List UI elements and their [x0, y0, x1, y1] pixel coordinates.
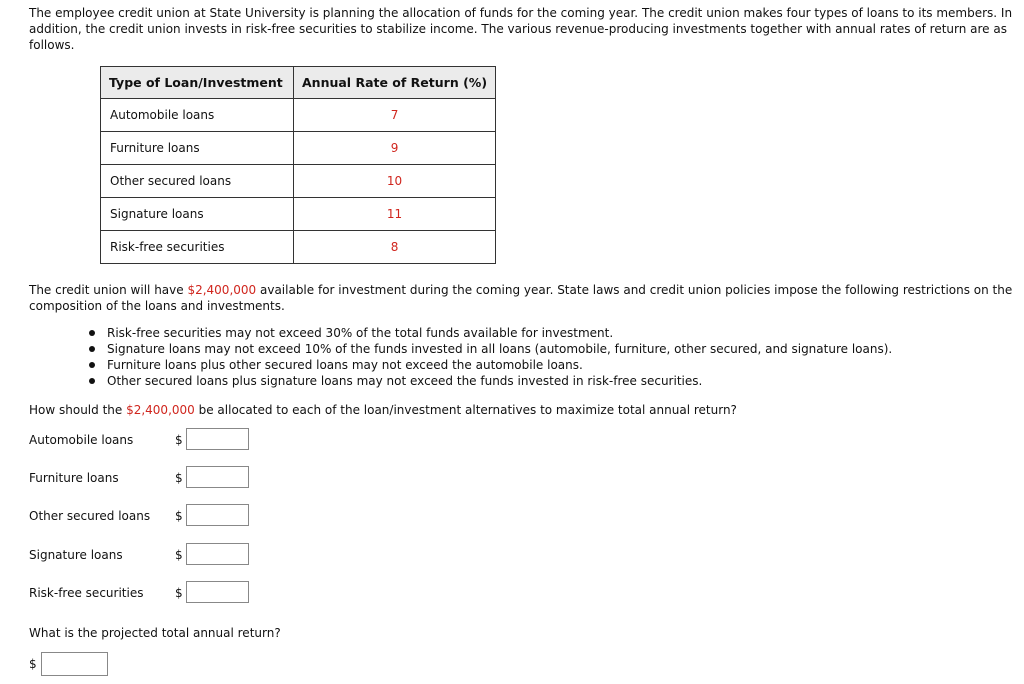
restrictions-list: [86, 325, 892, 389]
rate-cell: 9: [294, 132, 496, 165]
answer-label: Risk-free securities: [29, 586, 144, 600]
answer-label: Signature loans: [29, 548, 123, 562]
question-amount: $2,400,000: [126, 403, 195, 417]
currency-symbol: $: [175, 471, 183, 485]
loan-type-cell: Signature loans: [101, 198, 294, 231]
currency-symbol: $: [175, 433, 183, 447]
total-return-question: What is the projected total annual return?: [29, 626, 281, 640]
table-row: [101, 198, 496, 231]
list-item: Risk-free securities may not exceed 30% of the total funds available for investment.: [86, 325, 892, 341]
loan-type-cell: Automobile loans: [101, 99, 294, 132]
table-row: [101, 132, 496, 165]
question-text-after: be allocated to each of the loan/investment alternatives to maximize total annual return?: [194, 403, 737, 417]
rate-cell: 8: [294, 231, 496, 264]
funds-paragraph: [29, 282, 1014, 314]
signature-loans-input[interactable]: [186, 543, 249, 565]
rate-cell: 10: [294, 165, 496, 198]
allocation-question: [29, 402, 1014, 418]
funds-text-after: available for investment during the coming year. State laws and credit union policies impose the following restrictions on the composition of the loans and investments.: [29, 283, 1013, 313]
answer-label: Automobile loans: [29, 433, 134, 447]
loan-type-cell: Other secured loans: [101, 165, 294, 198]
table-row: [101, 231, 496, 264]
table-row: [101, 99, 496, 132]
question-text-before: How should the: [29, 403, 127, 417]
funds-amount: $2,400,000: [187, 283, 257, 297]
automobile-loans-input[interactable]: [186, 428, 249, 450]
currency-symbol: $: [175, 548, 183, 562]
funds-text-before: The credit union will have: [29, 283, 188, 297]
furniture-loans-input[interactable]: [186, 466, 249, 488]
rates-table: [100, 66, 496, 264]
rate-cell: 7: [294, 99, 496, 132]
table-row: [101, 165, 496, 198]
rate-cell: 11: [294, 198, 496, 231]
table-header-row: [101, 67, 496, 99]
currency-symbol: $: [175, 586, 183, 600]
col-header-type: Type of Loan/Investment: [101, 67, 294, 99]
list-item: Signature loans may not exceed 10% of the funds invested in all loans (automobile, furniture, other secured, and signature loans).: [86, 341, 892, 357]
intro-paragraph: The employee credit union at State University is planning the allocation of funds for the coming year. The credit union makes four types of loans to its members. In addition, the credit union invests in risk-free securities to stabilize income. The various revenue-producing investments together with annual rates of return are as follows.: [29, 6, 1013, 52]
currency-symbol: $: [175, 509, 183, 523]
currency-symbol: $: [29, 657, 37, 671]
risk-free-securities-input[interactable]: [186, 581, 249, 603]
answer-label: Other secured loans: [29, 509, 151, 523]
total-return-input[interactable]: [41, 652, 108, 676]
answer-label: Furniture loans: [29, 471, 119, 485]
list-item: Furniture loans plus other secured loans may not exceed the automobile loans.: [86, 357, 892, 373]
list-item: Other secured loans plus signature loans may not exceed the funds invested in risk-free securities.: [86, 373, 892, 389]
other-secured-loans-input[interactable]: [186, 504, 249, 526]
loan-type-cell: Risk-free securities: [101, 231, 294, 264]
loan-type-cell: Furniture loans: [101, 132, 294, 165]
col-header-rate: Annual Rate of Return (%): [294, 67, 496, 99]
